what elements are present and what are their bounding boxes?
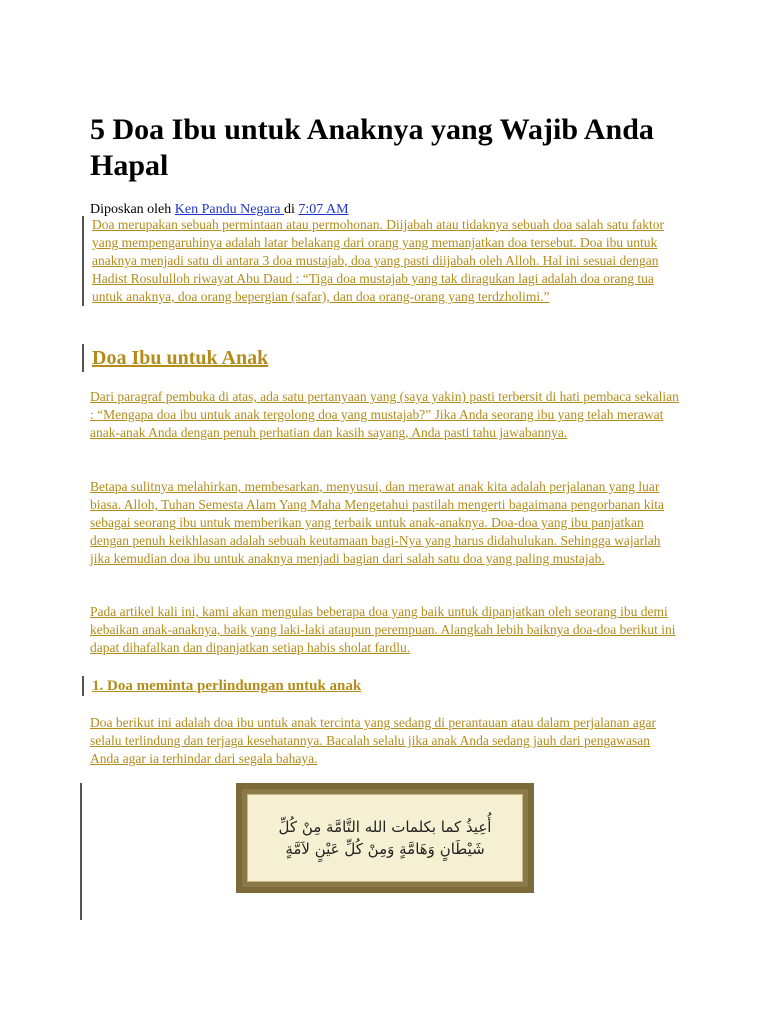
byline-at: di (284, 202, 299, 217)
sub-paragraph-1[interactable]: Doa berikut ini adalah doa ibu untuk anak tercinta yang sedang di perantauan atau dalam perjalanan agar selalu terlindung dan terjaga kesehatannya. Bacalah selalu jika anak Anda sedang jauh dari pengawasan Anda agar ia terhindar dari segala bahaya. (90, 715, 657, 766)
arabic-doa-image (236, 783, 534, 893)
subheading-1[interactable]: 1. Doa meminta perlindungan untuk anak (82, 676, 361, 696)
author-link[interactable]: Ken Pandu Negara (174, 202, 285, 217)
intro-paragraph[interactable]: Doa merupakan sebuah permintaan atau permohonan. Diijabah atau tidaknya sebuah doa salah satu faktor yang mempengaruhinya adalah latar belakang dari orang yang memanjatkan doa tersebut. Doa ibu untuk anaknya menjadi satu di antara 3 doa mustajab, doa yang pasti diijabah oleh Alloh. Hal ini sesuai dengan Hadist Rosululloh riwayat Abu Daud : “Tiga doa mustajab yang tak diragukan lagi adalah doa orang tua untuk anaknya, doa orang bepergian (safar), dan doa orang-orang yang terdzholimi.” (82, 216, 682, 306)
arabic-line-1: أُعِيذُ كما بكلمات الله التَّامَّة مِنْ كُلِّ (278, 818, 492, 836)
left-rule (80, 783, 82, 920)
arabic-doa-text (247, 794, 523, 882)
arabic-line-2: شَيْطَانٍ وَهَامَّةٍ وَمِنْ كُلِّ عَيْنٍ لاَمَّةٍ (285, 840, 485, 858)
section-heading[interactable]: Doa Ibu untuk Anak (82, 344, 268, 372)
paragraph-3[interactable]: Pada artikel kali ini, kami akan mengulas beberapa doa yang baik untuk dipanjatkan oleh seorang ibu demi kebaikan anak-anaknya, baik yang laki-laki ataupun perempuan. Alangkah lebih baiknya doa-doa berikut ini dapat dihafalkan dan dipanjatkan setiap habis sholat fardlu. (90, 604, 676, 655)
paragraph-2[interactable]: Betapa sulitnya melahirkan, membesarkan, menyusui, dan merawat anak kita adalah perjalanan yang luar biasa. Alloh, Tuhan Semesta Alam Yang Maha Mengetahui pastilah mengerti bagaimana pengorbanan kita sebagai seorang ibu untuk memberikan yang terbaik untuk anak-anaknya. Doa-doa yang ibu panjatkan dengan penuh keikhlasan adalah sebuah keutamaan bagi-Nya yang harus didahulukan. Sehingga wajarlah jika kemudian doa ibu untuk anaknya menjadi bagian dari salah satu doa yang paling mustajab. (90, 479, 665, 566)
post-time-link[interactable]: 7:07 AM (298, 202, 349, 217)
paragraph-1[interactable]: Dari paragraf pembuka di atas, ada satu pertanyaan yang (saya yakin) pasti terbersit di hati pembaca sekalian : “Mengapa doa ibu untuk anak tergolong doa yang mustajab?” Jika Anda seorang ibu yang telah merawat anak-anak Anda dengan penuh perhatian dan kasih sayang, Anda pasti tahu jawabannya. (90, 389, 679, 440)
byline-prefix: Diposkan oleh (90, 202, 175, 217)
article-title: 5 Doa Ibu untuk Anaknya yang Wajib Anda Hapal (90, 113, 654, 182)
